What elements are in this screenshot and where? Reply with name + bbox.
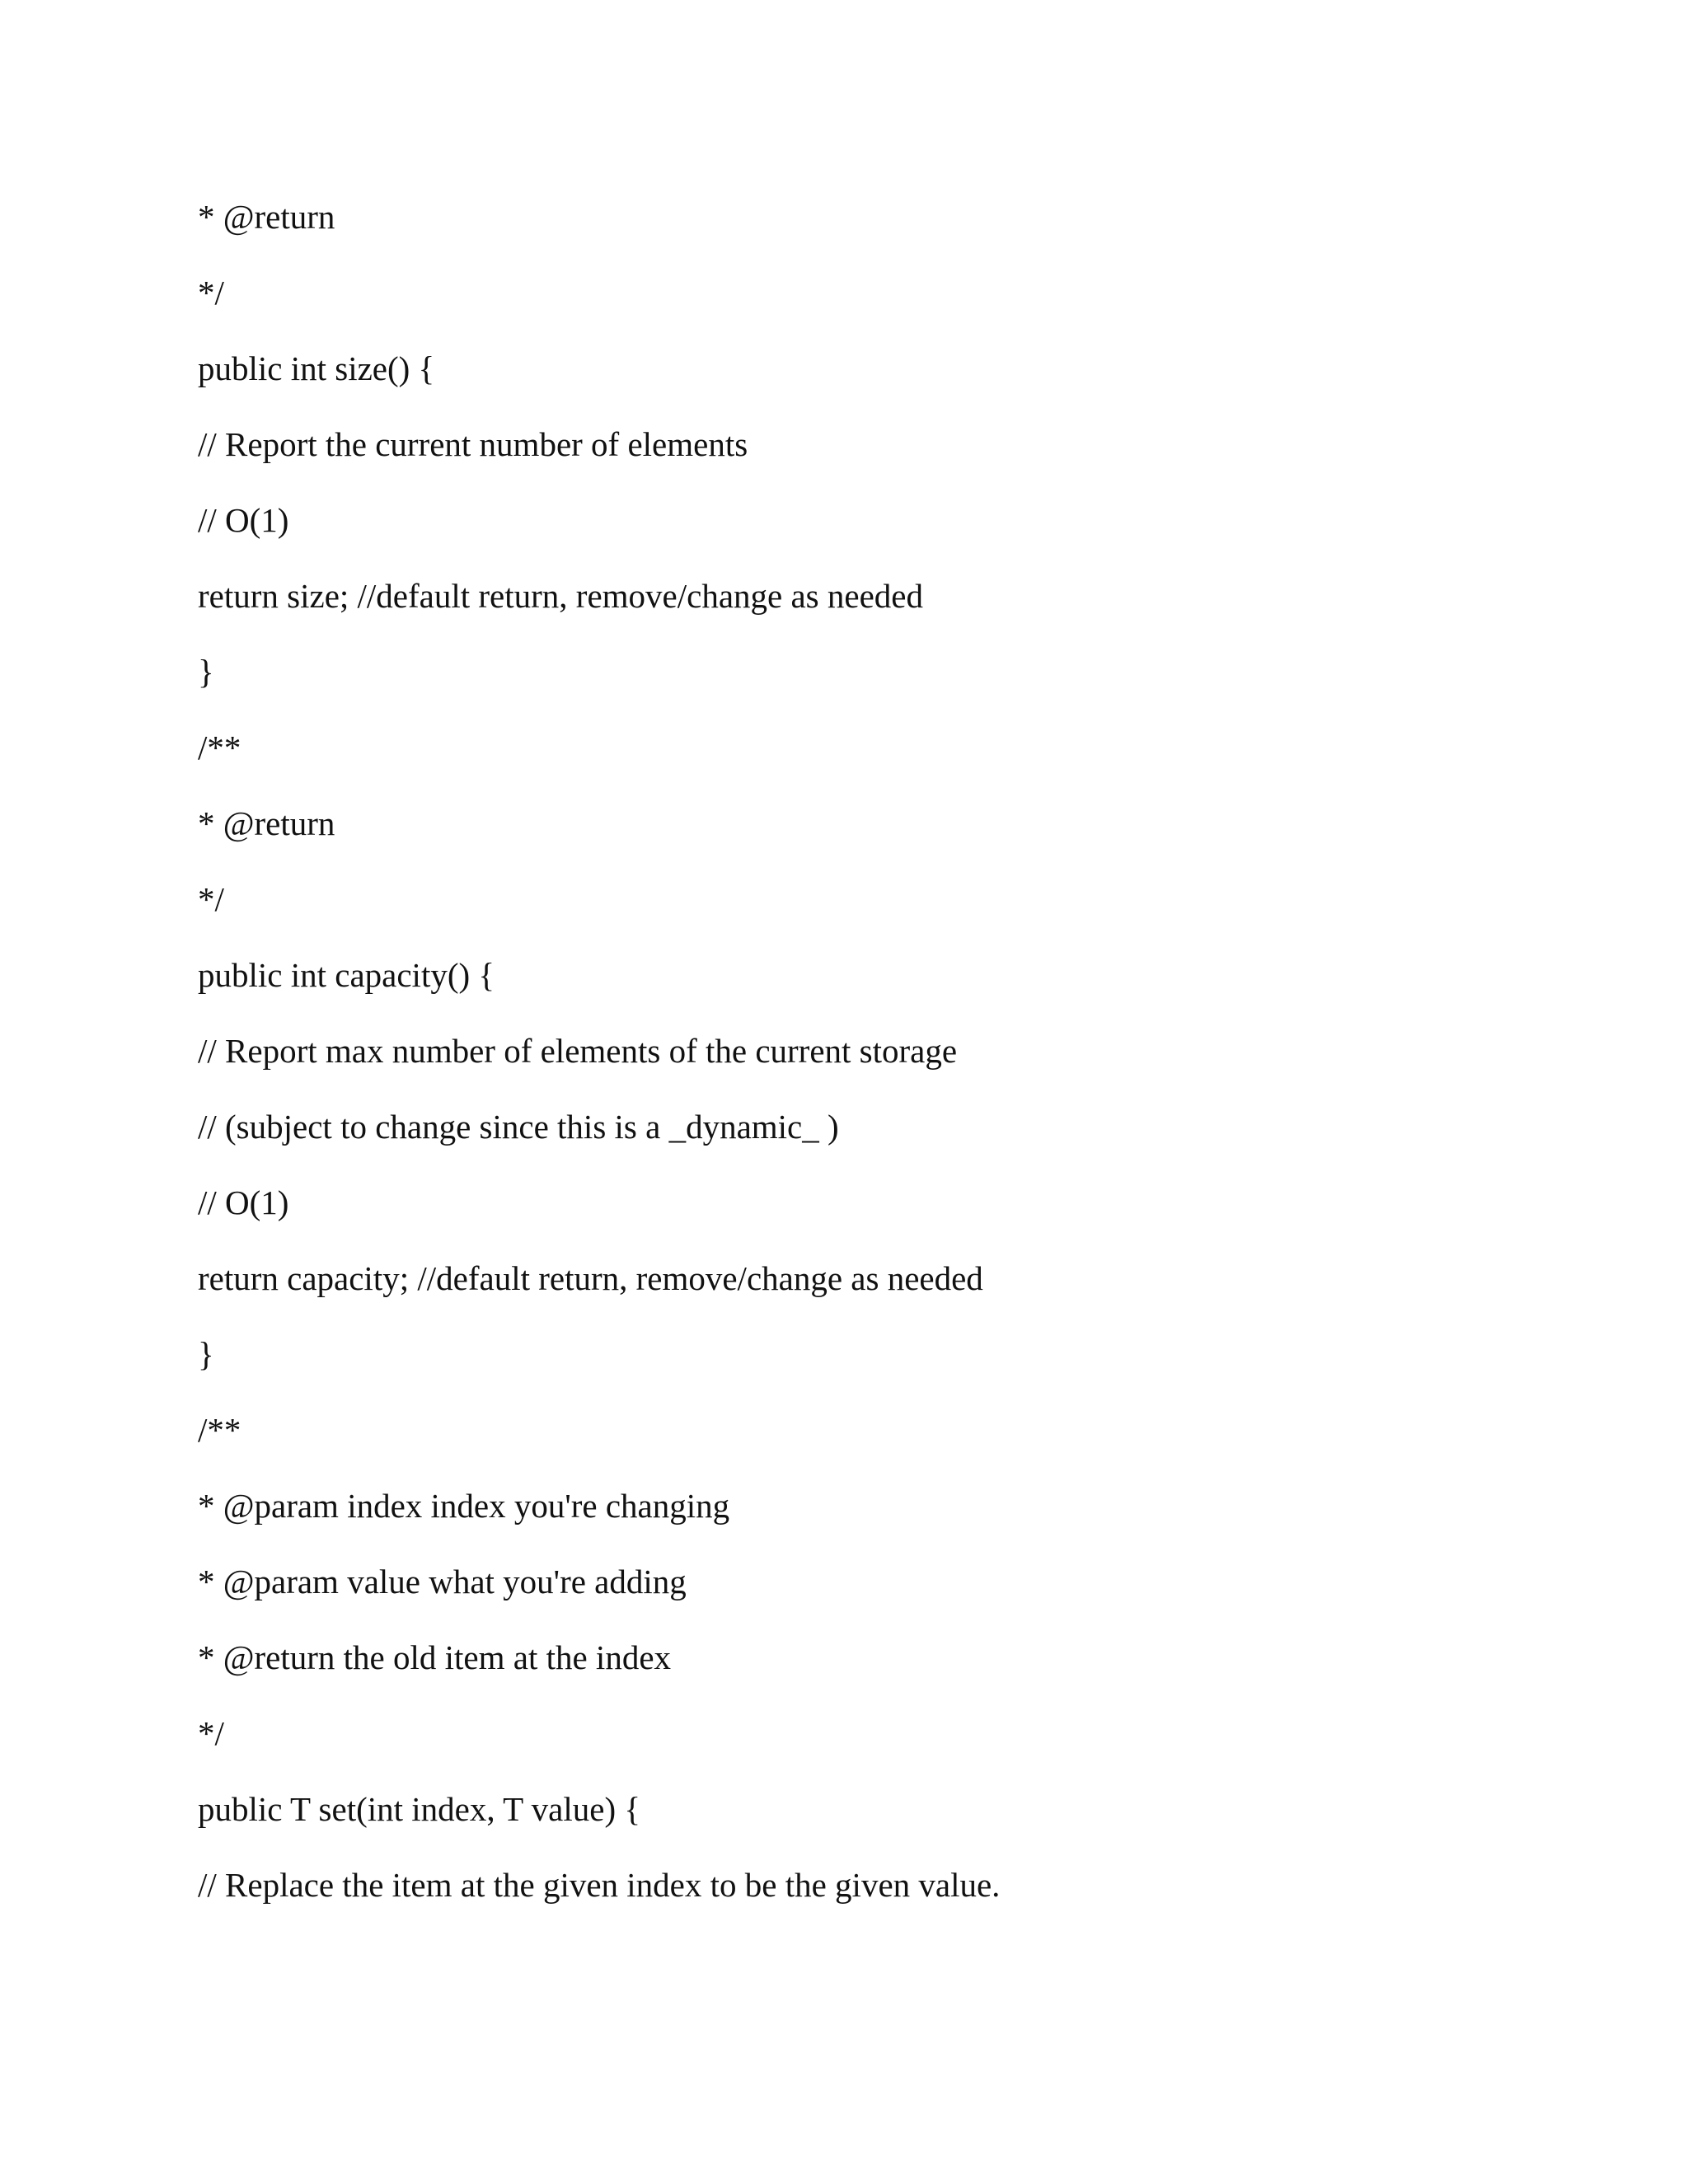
code-line: * @return the old item at the index — [198, 1638, 672, 1676]
code-line: public T set(int index, T value) { — [198, 1790, 641, 1828]
code-line: * @param value what you're adding — [198, 1563, 687, 1601]
code-line: return capacity; //default return, remove/change as needed — [198, 1259, 983, 1297]
code-text-block — [198, 194, 1599, 1938]
code-line: */ — [198, 274, 224, 312]
code-line: // (subject to change since this is a _dynamic_ ) — [198, 1108, 839, 1146]
code-line: return size; //default return, remove/change as needed — [198, 577, 923, 615]
code-line: */ — [198, 880, 224, 918]
code-line: // Report max number of elements of the current storage — [198, 1032, 958, 1070]
code-line: /** — [198, 1411, 241, 1449]
code-line: // Report the current number of elements — [198, 425, 748, 463]
code-line: */ — [198, 1714, 224, 1752]
code-line: // Replace the item at the given index to be the given value. — [198, 1866, 1001, 1904]
code-line: } — [198, 653, 214, 691]
code-line: * @return — [198, 198, 335, 236]
code-line: * @return — [198, 804, 335, 842]
code-line: } — [198, 1335, 214, 1373]
code-line: public int capacity() { — [198, 956, 495, 994]
code-line: /** — [198, 729, 241, 766]
code-line: // O(1) — [198, 501, 289, 539]
code-line: // O(1) — [198, 1183, 289, 1221]
code-line: * @param index index you're changing — [198, 1487, 730, 1525]
code-line: public int size() { — [198, 349, 435, 387]
